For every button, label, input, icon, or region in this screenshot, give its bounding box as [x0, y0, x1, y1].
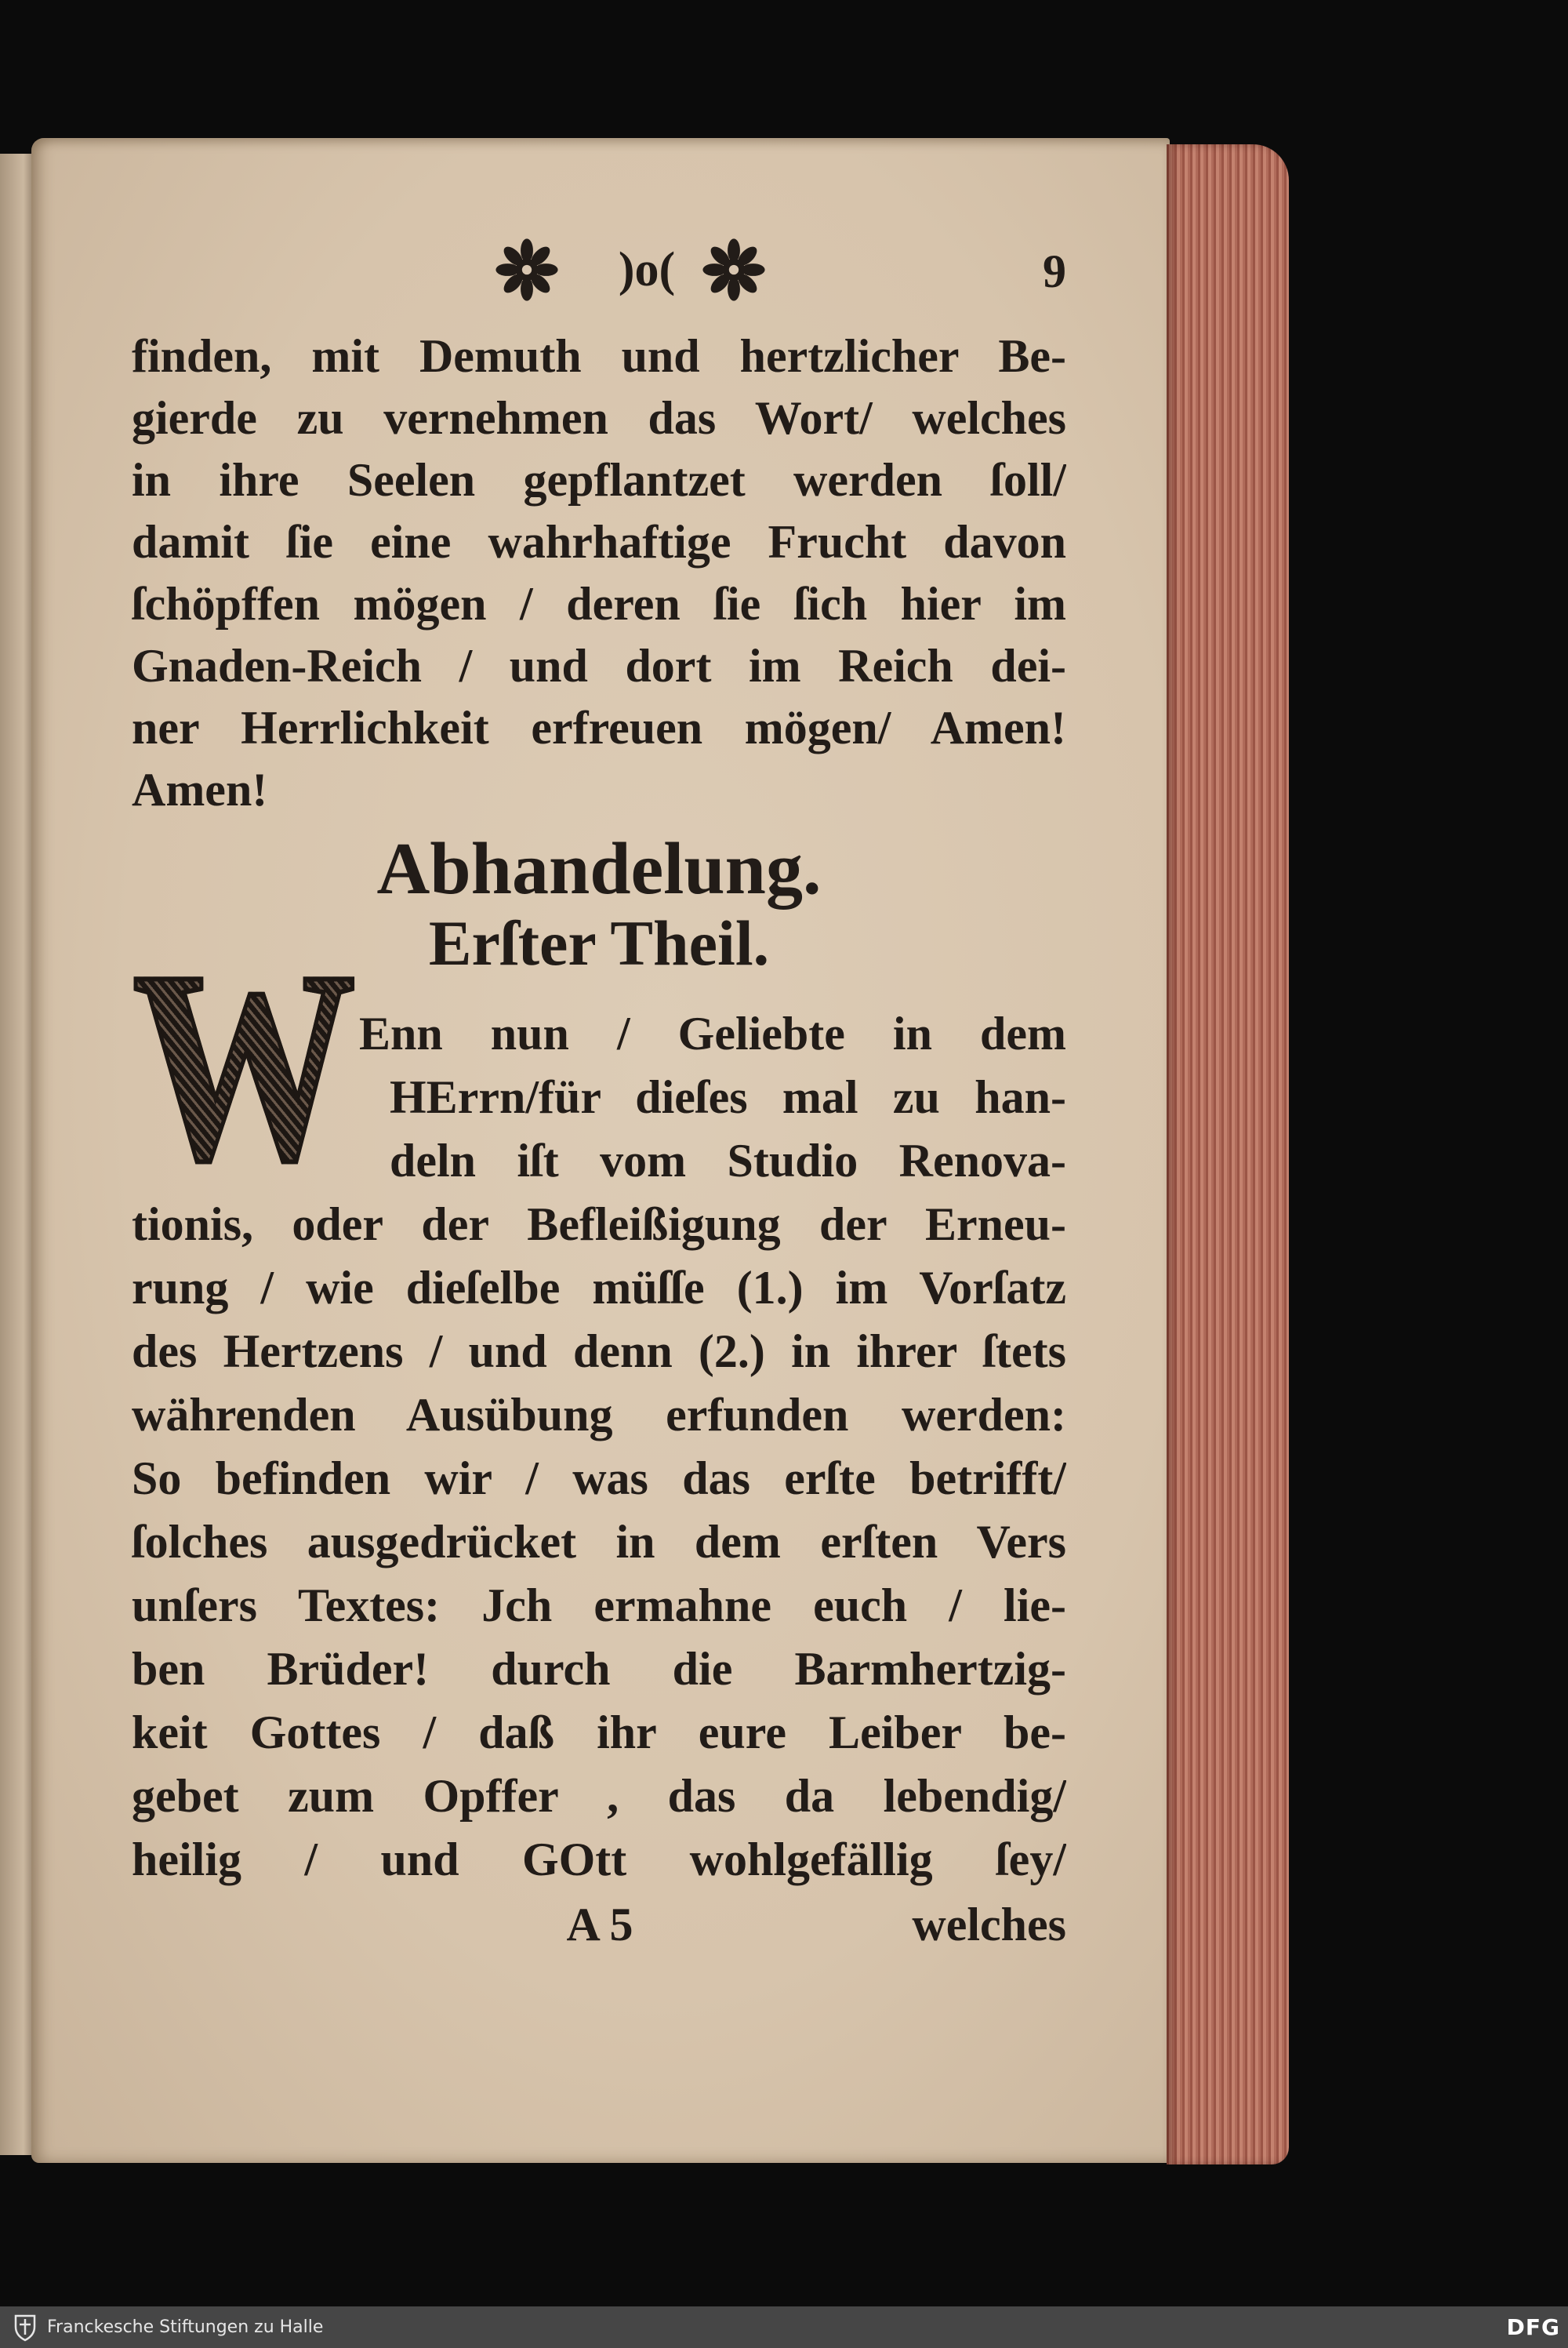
- page-number: 9: [1043, 245, 1066, 297]
- text-line: unſers Textes: Jch ermahne euch / lie-: [132, 1579, 1066, 1631]
- text-line: rung / wie dieſelbe müſſe (1.) im Vorſatz: [132, 1262, 1066, 1314]
- text-line: keit Gottes / daß ihr eure Leiber be-: [132, 1706, 1066, 1758]
- section-heading: Abhandelung.: [376, 828, 822, 910]
- text-line: gierde zu vernehmen das Wort/ welches: [132, 392, 1066, 444]
- text-line: ſchöpffen mögen / deren ſie ſich hier im: [132, 578, 1066, 630]
- dfg-logo[interactable]: DFG: [1506, 2314, 1560, 2340]
- text-line: tionis, oder der Befleißigung der Erneu-: [132, 1198, 1066, 1250]
- institution-link[interactable]: Franckesche Stiftungen zu Halle: [47, 2317, 324, 2337]
- text-line: Amen!: [132, 764, 268, 816]
- text-line: Enn nun / Geliebte in dem: [359, 1008, 1066, 1060]
- text-line: in ihre Seelen gepflantzet werden ſoll/: [132, 454, 1066, 506]
- text-line: währenden Ausübung erfunden werden:: [132, 1389, 1066, 1441]
- crest-icon[interactable]: [9, 2311, 41, 2343]
- viewer-footer-bar: [0, 2306, 1568, 2348]
- text-line: gebet zum Opffer , das da lebendig/: [132, 1770, 1066, 1822]
- text-line: ben Brüder! durch die Barmhertzig-: [132, 1643, 1066, 1695]
- text-line: damit ſie eine wahrhaftige Frucht davon: [132, 516, 1066, 568]
- flower-ornament-icon: [492, 235, 561, 304]
- signature-mark: A 5: [566, 1899, 633, 1950]
- text-line: des Hertzens / und denn (2.) in ihrer ſtets: [132, 1325, 1066, 1377]
- catchword: welches: [912, 1899, 1066, 1950]
- header-ornament-text: )o(: [618, 243, 676, 296]
- text-line: HErrn/für dieſes mal zu han-: [390, 1071, 1066, 1123]
- paragraph-text-block: [132, 1002, 1066, 1892]
- text-line: finden, mit Demuth und hertzlicher Be-: [132, 330, 1066, 382]
- text-line: Gnaden-Reich / und dort im Reich dei-: [132, 640, 1066, 692]
- section-subheading: Erſter Theil.: [428, 907, 770, 979]
- text-line: heilig / und GOtt wohlgefällig ſey/: [132, 1834, 1066, 1885]
- page-edges-stack: [1167, 144, 1289, 2164]
- text-line: So befinden wir / was das erſte betrifft/: [132, 1452, 1066, 1504]
- text-line: ner Herrlichkeit erfreuen mögen/ Amen!: [132, 702, 1066, 754]
- prayer-text-block: [132, 325, 1066, 821]
- text-line: deln iſt vom Studio Renova-: [390, 1135, 1066, 1187]
- text-line: ſolches ausgedrücket in dem erſten Vers: [132, 1516, 1066, 1568]
- drop-cap-initial: W: [132, 914, 356, 1217]
- flower-ornament-icon: [699, 235, 768, 304]
